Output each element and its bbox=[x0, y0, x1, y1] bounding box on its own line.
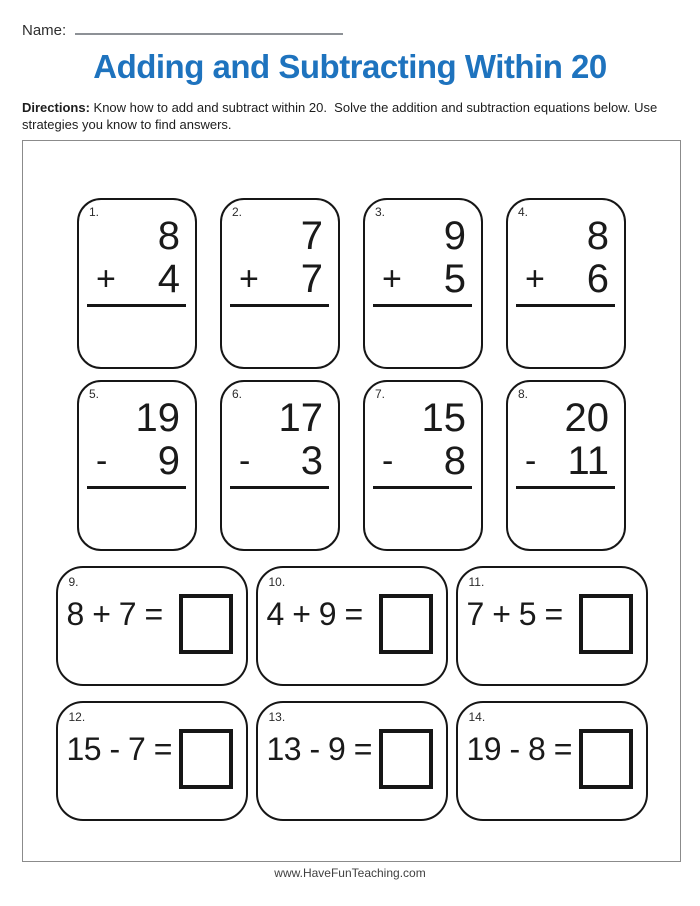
subtraction-equation-row bbox=[23, 701, 680, 821]
operator-sign: + bbox=[239, 260, 259, 298]
equation-text: 8 + 7 = bbox=[66, 596, 163, 632]
equation-text: 15 - 7 = bbox=[66, 731, 172, 767]
problem-number-label: 2. bbox=[232, 205, 243, 219]
equation-text: 4 + 9 = bbox=[266, 596, 363, 632]
addition-card-row bbox=[23, 198, 680, 369]
page-title: Adding and Subtracting Within 20 bbox=[93, 48, 607, 85]
equation-row bbox=[258, 568, 446, 654]
operator-row bbox=[79, 258, 195, 300]
problem-card bbox=[220, 198, 340, 369]
problem-card bbox=[363, 198, 483, 369]
problem-number-label: 11. bbox=[468, 575, 485, 589]
problem-number-label: 12. bbox=[68, 710, 86, 724]
problem-number-label: 10. bbox=[268, 575, 286, 589]
answer-box[interactable] bbox=[579, 729, 633, 789]
footer-url: www.HaveFunTeaching.com bbox=[274, 866, 426, 880]
operator-sign: - bbox=[239, 442, 251, 480]
bottom-operand: 8 bbox=[443, 439, 466, 483]
equation-card bbox=[456, 701, 648, 821]
equation-text: 13 - 9 = bbox=[266, 731, 372, 767]
operator-row bbox=[508, 440, 624, 482]
operator-sign: + bbox=[96, 260, 116, 298]
operator-row bbox=[222, 258, 338, 300]
problem-number-label: 5. bbox=[89, 387, 100, 401]
answer-write-area[interactable] bbox=[365, 489, 481, 549]
answer-write-area[interactable] bbox=[365, 307, 481, 367]
problem-card bbox=[77, 198, 197, 369]
problem-card bbox=[77, 380, 197, 551]
operator-sign: + bbox=[382, 260, 402, 298]
worksheet-box bbox=[22, 140, 681, 862]
problem-card bbox=[506, 198, 626, 369]
bottom-operand: 5 bbox=[443, 257, 466, 301]
answer-box[interactable] bbox=[179, 729, 233, 789]
problem-number-label: 14. bbox=[468, 710, 486, 724]
top-operand: 17 bbox=[278, 396, 323, 440]
problem-number-label: 7. bbox=[375, 387, 386, 401]
operator-row bbox=[508, 258, 624, 300]
operator-row bbox=[365, 258, 481, 300]
operator-sign: + bbox=[525, 260, 545, 298]
problem-card bbox=[363, 380, 483, 551]
directions-label: Directions: bbox=[22, 100, 90, 115]
addition-equation-row bbox=[23, 566, 680, 686]
answer-write-area[interactable] bbox=[79, 307, 195, 367]
bottom-operand: 11 bbox=[567, 439, 609, 483]
equation-text: 7 + 5 = bbox=[466, 596, 563, 632]
operator-sign: - bbox=[96, 442, 108, 480]
answer-box[interactable] bbox=[379, 594, 433, 654]
answer-write-area[interactable] bbox=[79, 489, 195, 549]
equation-row bbox=[58, 703, 246, 789]
answer-write-area[interactable] bbox=[508, 489, 624, 549]
equation-card bbox=[56, 566, 248, 686]
answer-write-area[interactable] bbox=[222, 489, 338, 549]
answer-write-area[interactable] bbox=[508, 307, 624, 367]
equation-text: 19 - 8 = bbox=[466, 731, 572, 767]
problem-number-label: 13. bbox=[268, 710, 286, 724]
answer-box[interactable] bbox=[179, 594, 233, 654]
top-operand: 7 bbox=[300, 214, 323, 258]
answer-box[interactable] bbox=[379, 729, 433, 789]
bottom-operand: 7 bbox=[300, 257, 323, 301]
top-operand: 20 bbox=[564, 396, 609, 440]
operator-sign: - bbox=[382, 442, 394, 480]
name-label: Name: bbox=[22, 22, 67, 39]
problem-number-label: 1. bbox=[89, 205, 100, 219]
name-input-line[interactable] bbox=[75, 21, 343, 35]
operator-sign: - bbox=[525, 442, 537, 480]
operator-row bbox=[79, 440, 195, 482]
operator-row bbox=[222, 440, 338, 482]
equation-card bbox=[256, 701, 448, 821]
top-operand: 8 bbox=[157, 214, 180, 258]
top-operand: 19 bbox=[135, 396, 180, 440]
problem-number-label: 3. bbox=[375, 205, 386, 219]
directions-text bbox=[22, 99, 686, 134]
equation-card bbox=[56, 701, 248, 821]
equation-card bbox=[456, 566, 648, 686]
problem-number-label: 6. bbox=[232, 387, 243, 401]
top-operand: 9 bbox=[443, 214, 466, 258]
problem-card bbox=[220, 380, 340, 551]
equation-row bbox=[458, 568, 646, 654]
bottom-operand: 9 bbox=[157, 439, 180, 483]
problem-card bbox=[506, 380, 626, 551]
directions-body: Know how to add and subtract within 20. Solve the addition and subtraction equations below. Use strategies you know to find answers. bbox=[22, 100, 661, 133]
problem-number-label: 8. bbox=[518, 387, 529, 401]
bottom-operand: 6 bbox=[586, 257, 609, 301]
bottom-operand: 4 bbox=[157, 257, 180, 301]
operator-row bbox=[365, 440, 481, 482]
problem-number-label: 4. bbox=[518, 205, 529, 219]
answer-box[interactable] bbox=[579, 594, 633, 654]
subtraction-card-row bbox=[23, 380, 680, 551]
equation-row bbox=[458, 703, 646, 789]
bottom-operand: 3 bbox=[300, 439, 323, 483]
top-operand: 8 bbox=[586, 214, 609, 258]
answer-write-area[interactable] bbox=[222, 307, 338, 367]
top-operand: 15 bbox=[421, 396, 466, 440]
name-row bbox=[0, 0, 700, 39]
equation-card bbox=[256, 566, 448, 686]
equation-row bbox=[58, 568, 246, 654]
equation-row bbox=[258, 703, 446, 789]
problem-number-label: 9. bbox=[68, 575, 79, 589]
